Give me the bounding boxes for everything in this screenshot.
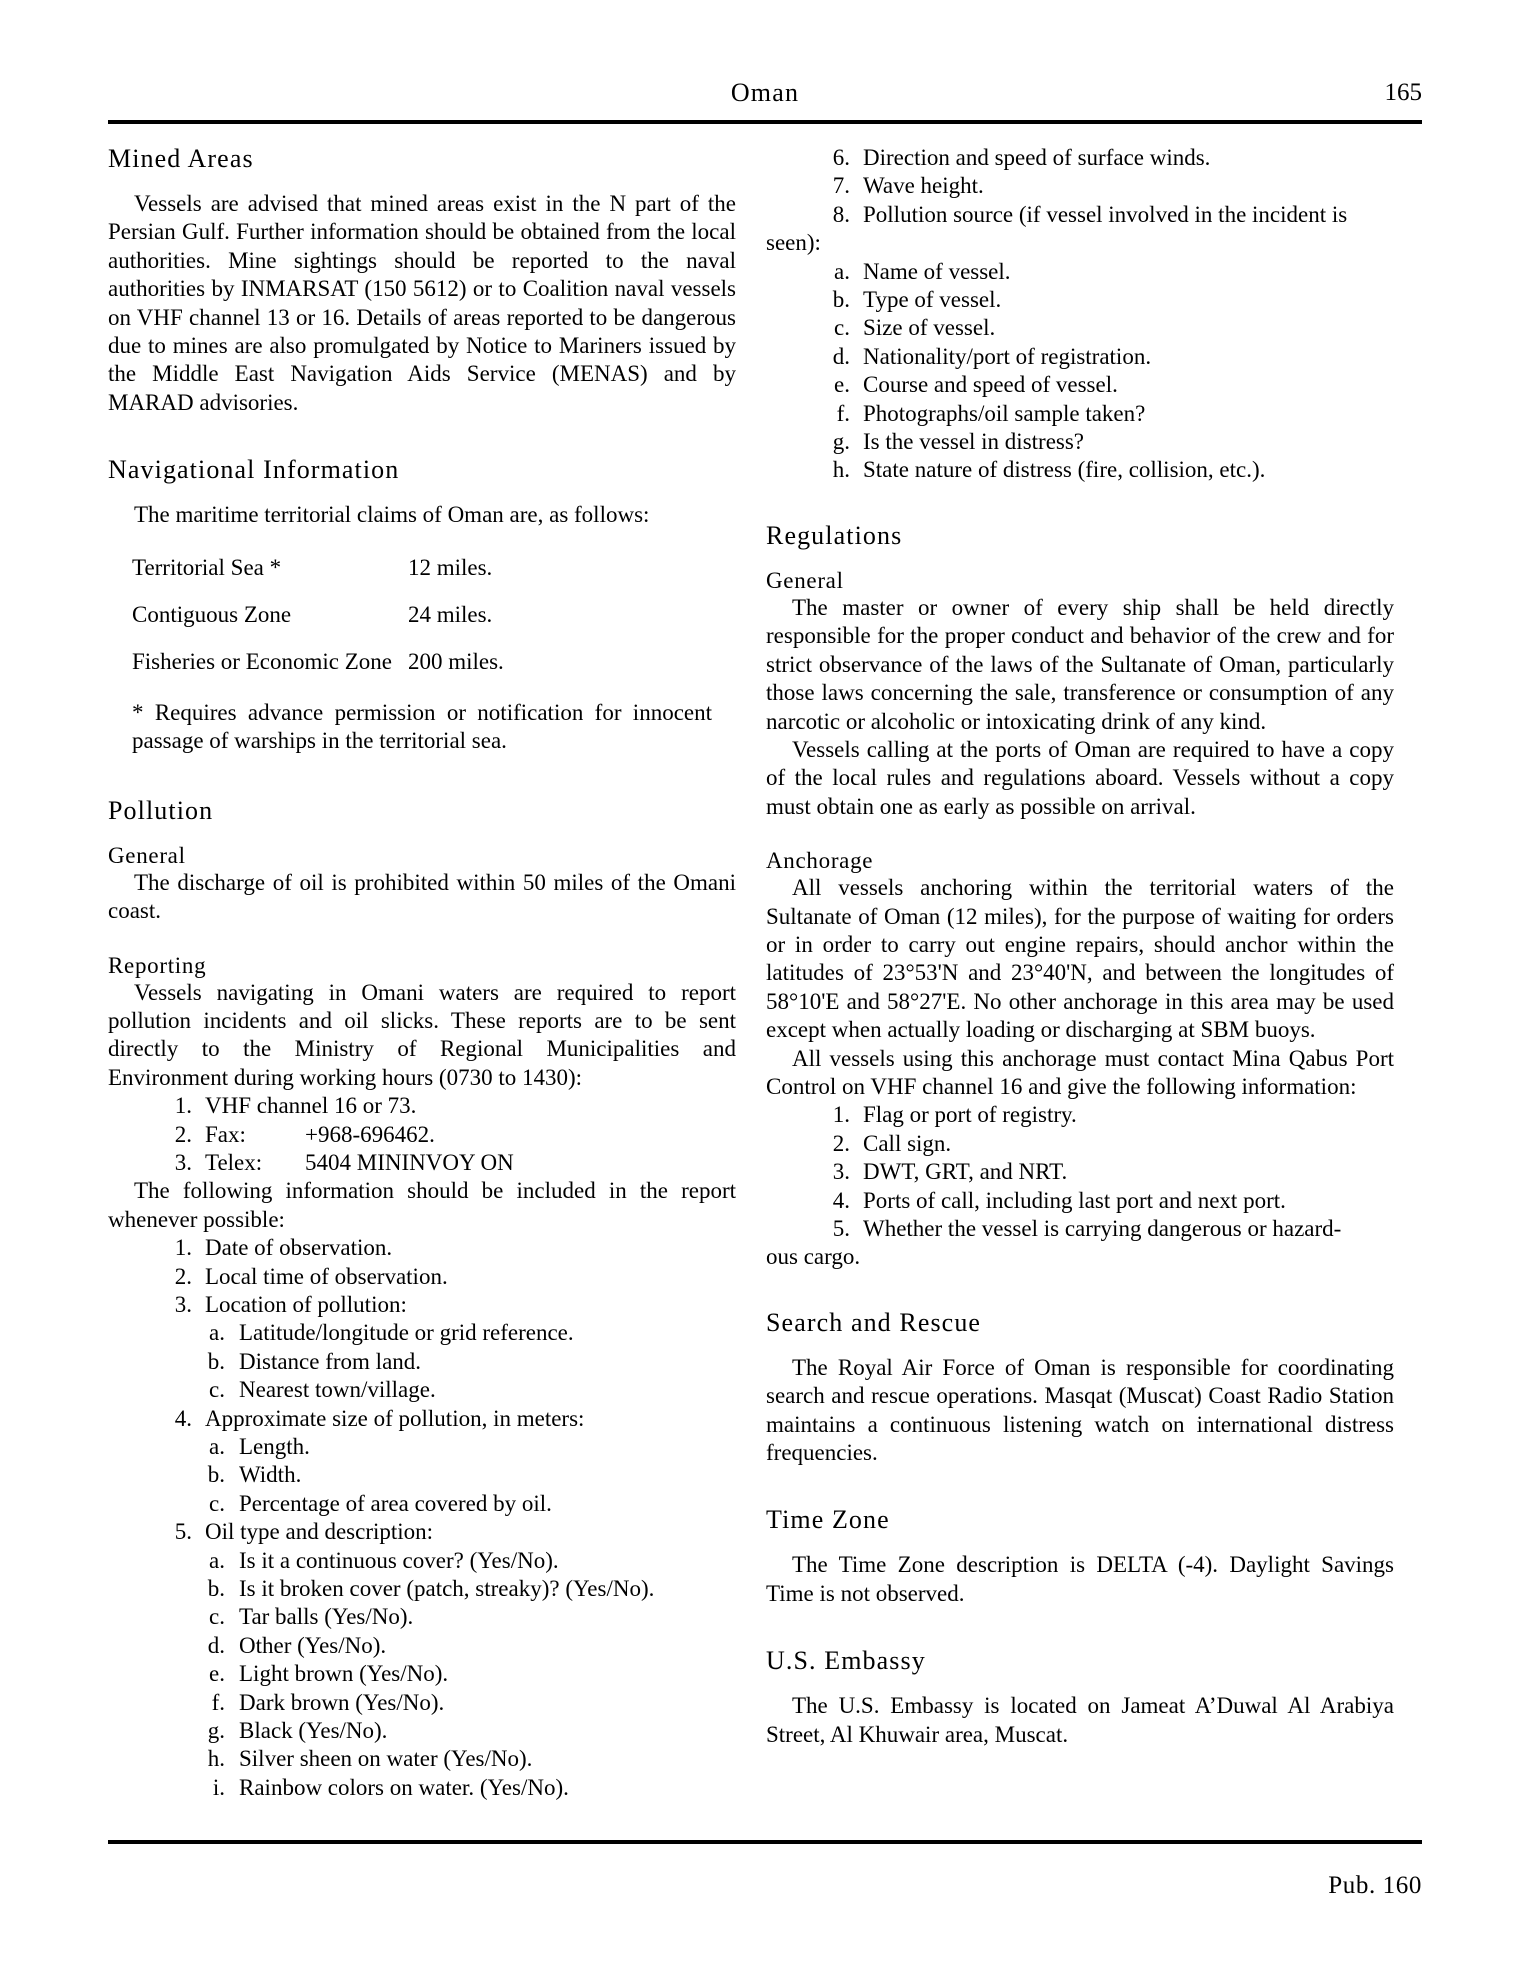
list-marker: e.: [834, 372, 850, 398]
list-item: [199, 1575, 736, 1603]
sublist-location-of-pollution: [199, 1319, 736, 1404]
pollution-source-sublist: [820, 258, 1394, 485]
list-item: [199, 1774, 736, 1802]
list-marker: a.: [209, 1320, 225, 1346]
list-item-text: Type of vessel.: [863, 287, 1002, 313]
reporting-information-list: [162, 1234, 736, 1802]
list-item: [162, 1405, 736, 1519]
list-item: [820, 1158, 1394, 1186]
claim-value: 12 miles.: [407, 554, 493, 580]
list-item-text: Latitude/longitude or grid reference.: [239, 1320, 574, 1346]
contact-value: 5404 MININVOY ON: [305, 1149, 514, 1175]
us-embassy-paragraph: The U.S. Embassy is located on Jameat A’Duwal Al Arabiya Street, Al Khuwair area, Muscat.: [766, 1693, 1394, 1747]
running-head: [108, 78, 1422, 112]
pollution-general-paragraph: The discharge of oil is prohibited within 50 miles of the Omani coast.: [108, 869, 736, 924]
list-item: [199, 1433, 736, 1461]
list-item-text: Date of observation.: [205, 1235, 393, 1261]
list-item: [199, 1603, 736, 1631]
list-marker: 1.: [174, 1093, 192, 1119]
list-item-text: Approximate size of pollution, in meters:: [205, 1405, 585, 1431]
publication-footer: Pub. 160: [1328, 1872, 1422, 1899]
list-marker: 1.: [174, 1235, 192, 1261]
list-item: [820, 1101, 1394, 1129]
list-marker: f.: [836, 400, 850, 426]
list-marker: a.: [209, 1547, 225, 1573]
list-item: [162, 1234, 736, 1262]
list-item: [820, 314, 1394, 342]
anchorage-paragraph-1: All vessels anchoring within the territorial waters of the Sultanate of Oman (12 miles), for the purpose of waiting for orders or in order to carry out engine repairs, should anchor within the latitudes of 23°53'N and 23°40'N, and between the longitudes of 58°10'E and 58°27'E. No other anchorage in this area may be used except when actually loading or discharging at SBM buoys.: [766, 875, 1394, 1043]
list-item: [820, 371, 1394, 399]
list-item: [820, 286, 1394, 314]
list-item-text: Nationality/port of registration.: [863, 343, 1152, 369]
list-marker: 5.: [832, 1216, 850, 1241]
list-marker: g.: [832, 429, 850, 455]
list-item: [199, 1660, 736, 1688]
table-row: [132, 554, 692, 601]
list-marker: 2.: [174, 1121, 192, 1147]
list-marker: 3.: [174, 1149, 192, 1175]
maritime-claims-table: [132, 554, 692, 677]
list-marker: d.: [832, 343, 850, 369]
list-item-text: Dark brown (Yes/No).: [239, 1689, 445, 1715]
list-item-text: Size of vessel.: [863, 315, 996, 341]
list-marker: 4.: [832, 1187, 850, 1213]
list-item-text: Silver sheen on water (Yes/No).: [239, 1746, 533, 1772]
reporting-contacts-list: [162, 1092, 736, 1177]
list-item: [820, 343, 1394, 371]
claim-term: Contiguous Zone: [132, 602, 292, 628]
claim-value: 200 miles.: [407, 649, 504, 675]
list-marker: h.: [832, 457, 850, 483]
list-item: [199, 1348, 736, 1376]
list-item: [199, 1745, 736, 1773]
list-item-text: Light brown (Yes/No).: [239, 1661, 449, 1687]
reporting-list-lead-in: The following information should be included in the report whenever possible:: [108, 1178, 736, 1232]
anchorage-item-runon: ous cargo.: [766, 1244, 861, 1270]
list-marker: a.: [209, 1434, 225, 1459]
list-item: [199, 1461, 736, 1489]
list-item-text: Whether the vessel is carrying dangerous or hazard-: [863, 1216, 1342, 1241]
page-number: 165: [1384, 79, 1422, 106]
table-row: [132, 648, 692, 676]
claim-term: Territorial Sea *: [132, 554, 282, 580]
list-item-text: Other (Yes/No).: [239, 1632, 387, 1658]
header-rule: [108, 120, 1422, 124]
search-and-rescue-paragraph: The Royal Air Force of Oman is responsible for coordinating search and rescue operations. Masqat (Muscat) Coast Radio Station maintains a continuous listening watch on international distress frequencies.: [766, 1354, 1394, 1466]
list-marker: a.: [834, 258, 850, 284]
list-marker: d.: [207, 1632, 225, 1658]
list-item: [820, 400, 1394, 428]
heading-pollution: Pollution: [108, 795, 214, 825]
list-marker: 7.: [832, 173, 850, 199]
list-item-text: [205, 1121, 736, 1149]
list-item-text: DWT, GRT, and NRT.: [863, 1159, 1068, 1185]
list-item-text: VHF channel 16 or 73.: [205, 1093, 417, 1119]
claim-value: 24 miles.: [407, 602, 493, 628]
list-marker: b.: [207, 1576, 225, 1602]
regulations-general-paragraph-1: The master or owner of every ship shall be held directly responsible for the proper conduct and behavior of the crew and for strict observance of the laws of the Sultanate of Oman, particularly those laws concerning the sale, transference or consumption of any narcotic or alcoholic or intoxicating drink of any kind.: [766, 594, 1394, 734]
list-item: [820, 258, 1394, 286]
list-item-text: Wave height.: [863, 173, 984, 199]
list-item: [820, 144, 1394, 172]
time-zone-paragraph: The Time Zone description is DELTA (-4). Daylight Savings Time is not observed.: [766, 1552, 1394, 1606]
continued-reporting-list: [820, 144, 1394, 229]
table-row: [132, 601, 692, 648]
list-item: [162, 1291, 736, 1405]
list-marker: e.: [209, 1661, 225, 1687]
subheading-regulations-general: General: [766, 567, 844, 593]
list-item: [199, 1689, 736, 1717]
list-item: [820, 1215, 1394, 1243]
list-marker: c.: [209, 1604, 225, 1630]
list-item-text: Local time of observation.: [205, 1263, 448, 1289]
list-item: [820, 1130, 1394, 1158]
running-head-title: Oman: [730, 78, 800, 107]
list-item-text: Name of vessel.: [863, 258, 1011, 284]
heading-regulations: Regulations: [766, 520, 903, 550]
list-item: [820, 172, 1394, 200]
contact-label: Fax:: [205, 1121, 246, 1147]
list-item-text: Oil type and description:: [205, 1519, 434, 1545]
list-marker: 6.: [832, 145, 850, 170]
list-item-text: Is it broken cover (patch, streaky)? (Yes/No).: [239, 1576, 655, 1602]
left-column: [108, 144, 736, 1802]
list-marker: 4.: [174, 1405, 192, 1431]
sublist-oil-type-description: [199, 1547, 736, 1803]
heading-us-embassy: U.S. Embassy: [766, 1646, 926, 1676]
list-item: [162, 1149, 736, 1177]
list-item-text: Direction and speed of surface winds.: [863, 145, 1211, 170]
list-marker: c.: [209, 1377, 225, 1403]
list-item: [820, 201, 1394, 229]
list-marker: b.: [207, 1462, 225, 1488]
subheading-pollution-reporting: Reporting: [108, 952, 207, 978]
list-item-text: Flag or port of registry.: [863, 1102, 1077, 1128]
mined-areas-paragraph: Vessels are advised that mined areas exist in the N part of the Persian Gulf. Further information should be obtained from the local authorities. Mine sightings should be reported to the naval authorities by INMARSAT (150 5612) or to Coalition naval vessels on VHF channel 13 or 16. Details of areas reported to be dangerous due to mines are also promulgated by Notice to Mariners issued by the Middle East Navigation Aids Service (MENAS) and by MARAD advisories.: [108, 191, 736, 415]
list-marker: 2.: [832, 1130, 850, 1156]
regulations-general-paragraph-2: Vessels calling at the ports of Oman are required to have a copy of the local rules and regulations aboard. Vessels without a copy must obtain one as early as possible on arrival.: [766, 736, 1394, 819]
list-marker: h.: [207, 1746, 225, 1772]
list-item-text: Distance from land.: [239, 1348, 422, 1374]
list-item-text: Is it a continuous cover? (Yes/No).: [239, 1547, 559, 1573]
list-marker: 2.: [174, 1263, 192, 1289]
list-item-text: Call sign.: [863, 1130, 952, 1156]
anchorage-information-list: [820, 1101, 1394, 1243]
list-marker: 3.: [174, 1291, 192, 1317]
footer-rule: [108, 1840, 1422, 1844]
list-item: [162, 1518, 736, 1802]
claims-footnote: * Requires advance permission or notification for innocent passage of warships in the territorial sea.: [132, 699, 712, 754]
list-marker: 3.: [832, 1159, 850, 1185]
list-item-text: Course and speed of vessel.: [863, 372, 1118, 398]
navigational-information-intro: The maritime territorial claims of Oman are, as follows:: [134, 502, 650, 528]
list-item-text: Width.: [239, 1462, 302, 1488]
list-item-text: Pollution source (if vessel involved in the incident is: [863, 201, 1348, 227]
list-marker: c.: [209, 1490, 225, 1516]
list-item: [162, 1092, 736, 1120]
list-item-text: Tar balls (Yes/No).: [239, 1604, 414, 1630]
list-marker: g.: [207, 1718, 225, 1744]
right-column: [766, 144, 1394, 1749]
list-marker: f.: [211, 1689, 225, 1715]
list-marker: 1.: [832, 1102, 850, 1128]
list-item: [820, 456, 1394, 484]
contact-value: +968-696462.: [305, 1121, 435, 1147]
contact-label: Telex:: [205, 1149, 263, 1175]
list-item: [162, 1121, 736, 1149]
list-marker: b.: [207, 1348, 225, 1374]
list-item-text: [205, 1149, 736, 1177]
list-marker: c.: [834, 315, 850, 341]
list-item-text: Location of pollution:: [205, 1291, 407, 1317]
heading-time-zone: Time Zone: [766, 1505, 890, 1535]
list-item-text: Length.: [239, 1434, 310, 1459]
heading-navigational-information: Navigational Information: [108, 455, 400, 485]
two-column-body: [108, 144, 1422, 1824]
subheading-regulations-anchorage: Anchorage: [766, 848, 874, 874]
heading-mined-areas: Mined Areas: [108, 144, 254, 173]
claim-term: Fisheries or Economic Zone: [132, 649, 392, 675]
list-item: [199, 1376, 736, 1404]
sublist-pollution-size: [199, 1433, 736, 1518]
subheading-pollution-general: General: [108, 842, 186, 868]
list-item-text: Ports of call, including last port and next port.: [863, 1187, 1286, 1213]
list-item-text: Is the vessel in distress?: [863, 429, 1085, 455]
list-item: [199, 1490, 736, 1518]
list-item-text: State nature of distress (fire, collision, etc.).: [863, 457, 1266, 483]
list-item: [199, 1547, 736, 1575]
list-marker: i.: [212, 1774, 225, 1800]
list-item: [820, 428, 1394, 456]
heading-search-and-rescue: Search and Rescue: [766, 1307, 982, 1337]
list-marker: b.: [832, 287, 850, 313]
list-item: [162, 1263, 736, 1291]
list-item: [199, 1717, 736, 1745]
list-item: [199, 1632, 736, 1660]
list-item-text: Rainbow colors on water. (Yes/No).: [239, 1774, 569, 1800]
list-item-text: Nearest town/village.: [239, 1377, 436, 1403]
list-item-text: Percentage of area covered by oil.: [239, 1490, 552, 1516]
list-item: [199, 1319, 736, 1347]
list-marker: 8.: [832, 201, 850, 227]
list-item: [820, 1187, 1394, 1215]
list-marker: 5.: [174, 1519, 192, 1545]
list-item-text: Photographs/oil sample taken?: [863, 400, 1146, 426]
list-item-text: Black (Yes/No).: [239, 1718, 388, 1744]
anchorage-paragraph-2: All vessels using this anchorage must contact Mina Qabus Port Control on VHF channel 16 and give the following information:: [766, 1045, 1394, 1099]
continued-item-runon: seen):: [766, 230, 821, 256]
pollution-reporting-paragraph: Vessels navigating in Omani waters are required to report pollution incidents and oil slicks. These reports are to be sent directly to the Ministry of Regional Municipalities and Environment during working hours (0730 to 1430):: [108, 979, 736, 1090]
